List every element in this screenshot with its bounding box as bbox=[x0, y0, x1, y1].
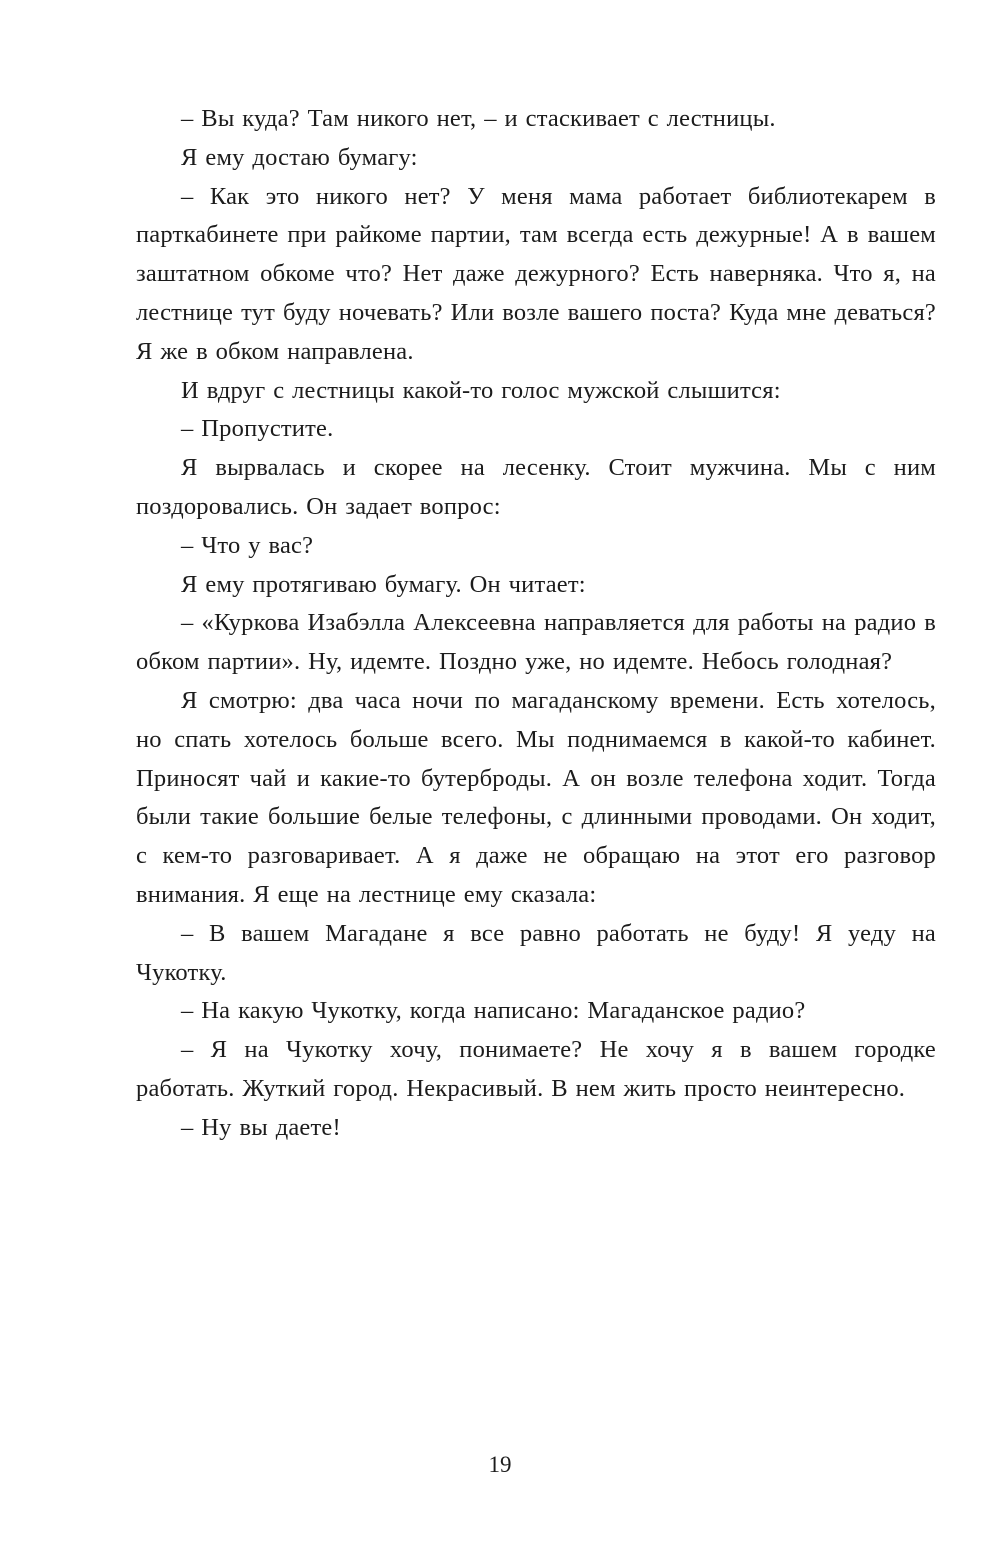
page-text bbox=[136, 100, 936, 1148]
paragraph: – «Куркова Изабэлла Алексеевна направляется для работы на радио в обком партии». Ну, идемте. Поздно уже, но идемте. Небось голодная? bbox=[136, 609, 936, 676]
paragraph: – Что у вас? bbox=[181, 531, 314, 559]
paragraph: – В вашем Магадане я все равно работать не буду! Я уеду на Чукотку. bbox=[136, 919, 936, 986]
page-number: 19 bbox=[488, 1452, 512, 1477]
paragraph: Я ему протягиваю бумагу. Он читает: bbox=[181, 570, 586, 598]
paragraph: – Как это никого нет? У меня мама работает библиотекарем в парткабинете при райкоме партии, там всегда есть дежурные! А в вашем заштатном обкоме что? Нет даже дежурного? Есть наверняка. Что я, на лестнице тут буду ночевать? Или возле вашего поста? Куда мне деваться? Я же в обком направлена. bbox=[136, 182, 936, 365]
paragraph: – Вы куда? Там никого нет, – и стаскивает с лестницы. bbox=[181, 105, 776, 132]
paragraph: Я вырвалась и скорее на лесенку. Стоит мужчина. Мы с ним поздоровались. Он задает вопрос: bbox=[136, 454, 936, 520]
paragraph: – На какую Чукотку, когда написано: Магаданское радио? bbox=[181, 997, 806, 1025]
paragraph: – Ну вы даете! bbox=[181, 1113, 341, 1141]
paragraph: – Пропустите. bbox=[181, 415, 334, 443]
paragraph: Я смотрю: два часа ночи по магаданскому времени. Есть хотелось, но спать хотелось больше всего. Мы поднимаемся в какой-то кабинет. Приносят чай и какие-то бутерброды. А он возле телефона ходит. Тогда были такие большие белые телефоны, с длинными проводами. Он ходит, с кем-то разговаривает. А я даже не обращаю на этот его разговор внимания. Я еще на лестнице ему сказала: bbox=[136, 686, 936, 908]
paragraph: – Я на Чукотку хочу, понимаете? Не хочу я в вашем городке работать. Жуткий город. Некрасивый. В нем жить просто неинтересно. bbox=[136, 1036, 936, 1102]
paragraph: Я ему достаю бумагу: bbox=[181, 143, 418, 171]
paragraph: И вдруг с лестницы какой-то голос мужской слышится: bbox=[181, 376, 781, 404]
